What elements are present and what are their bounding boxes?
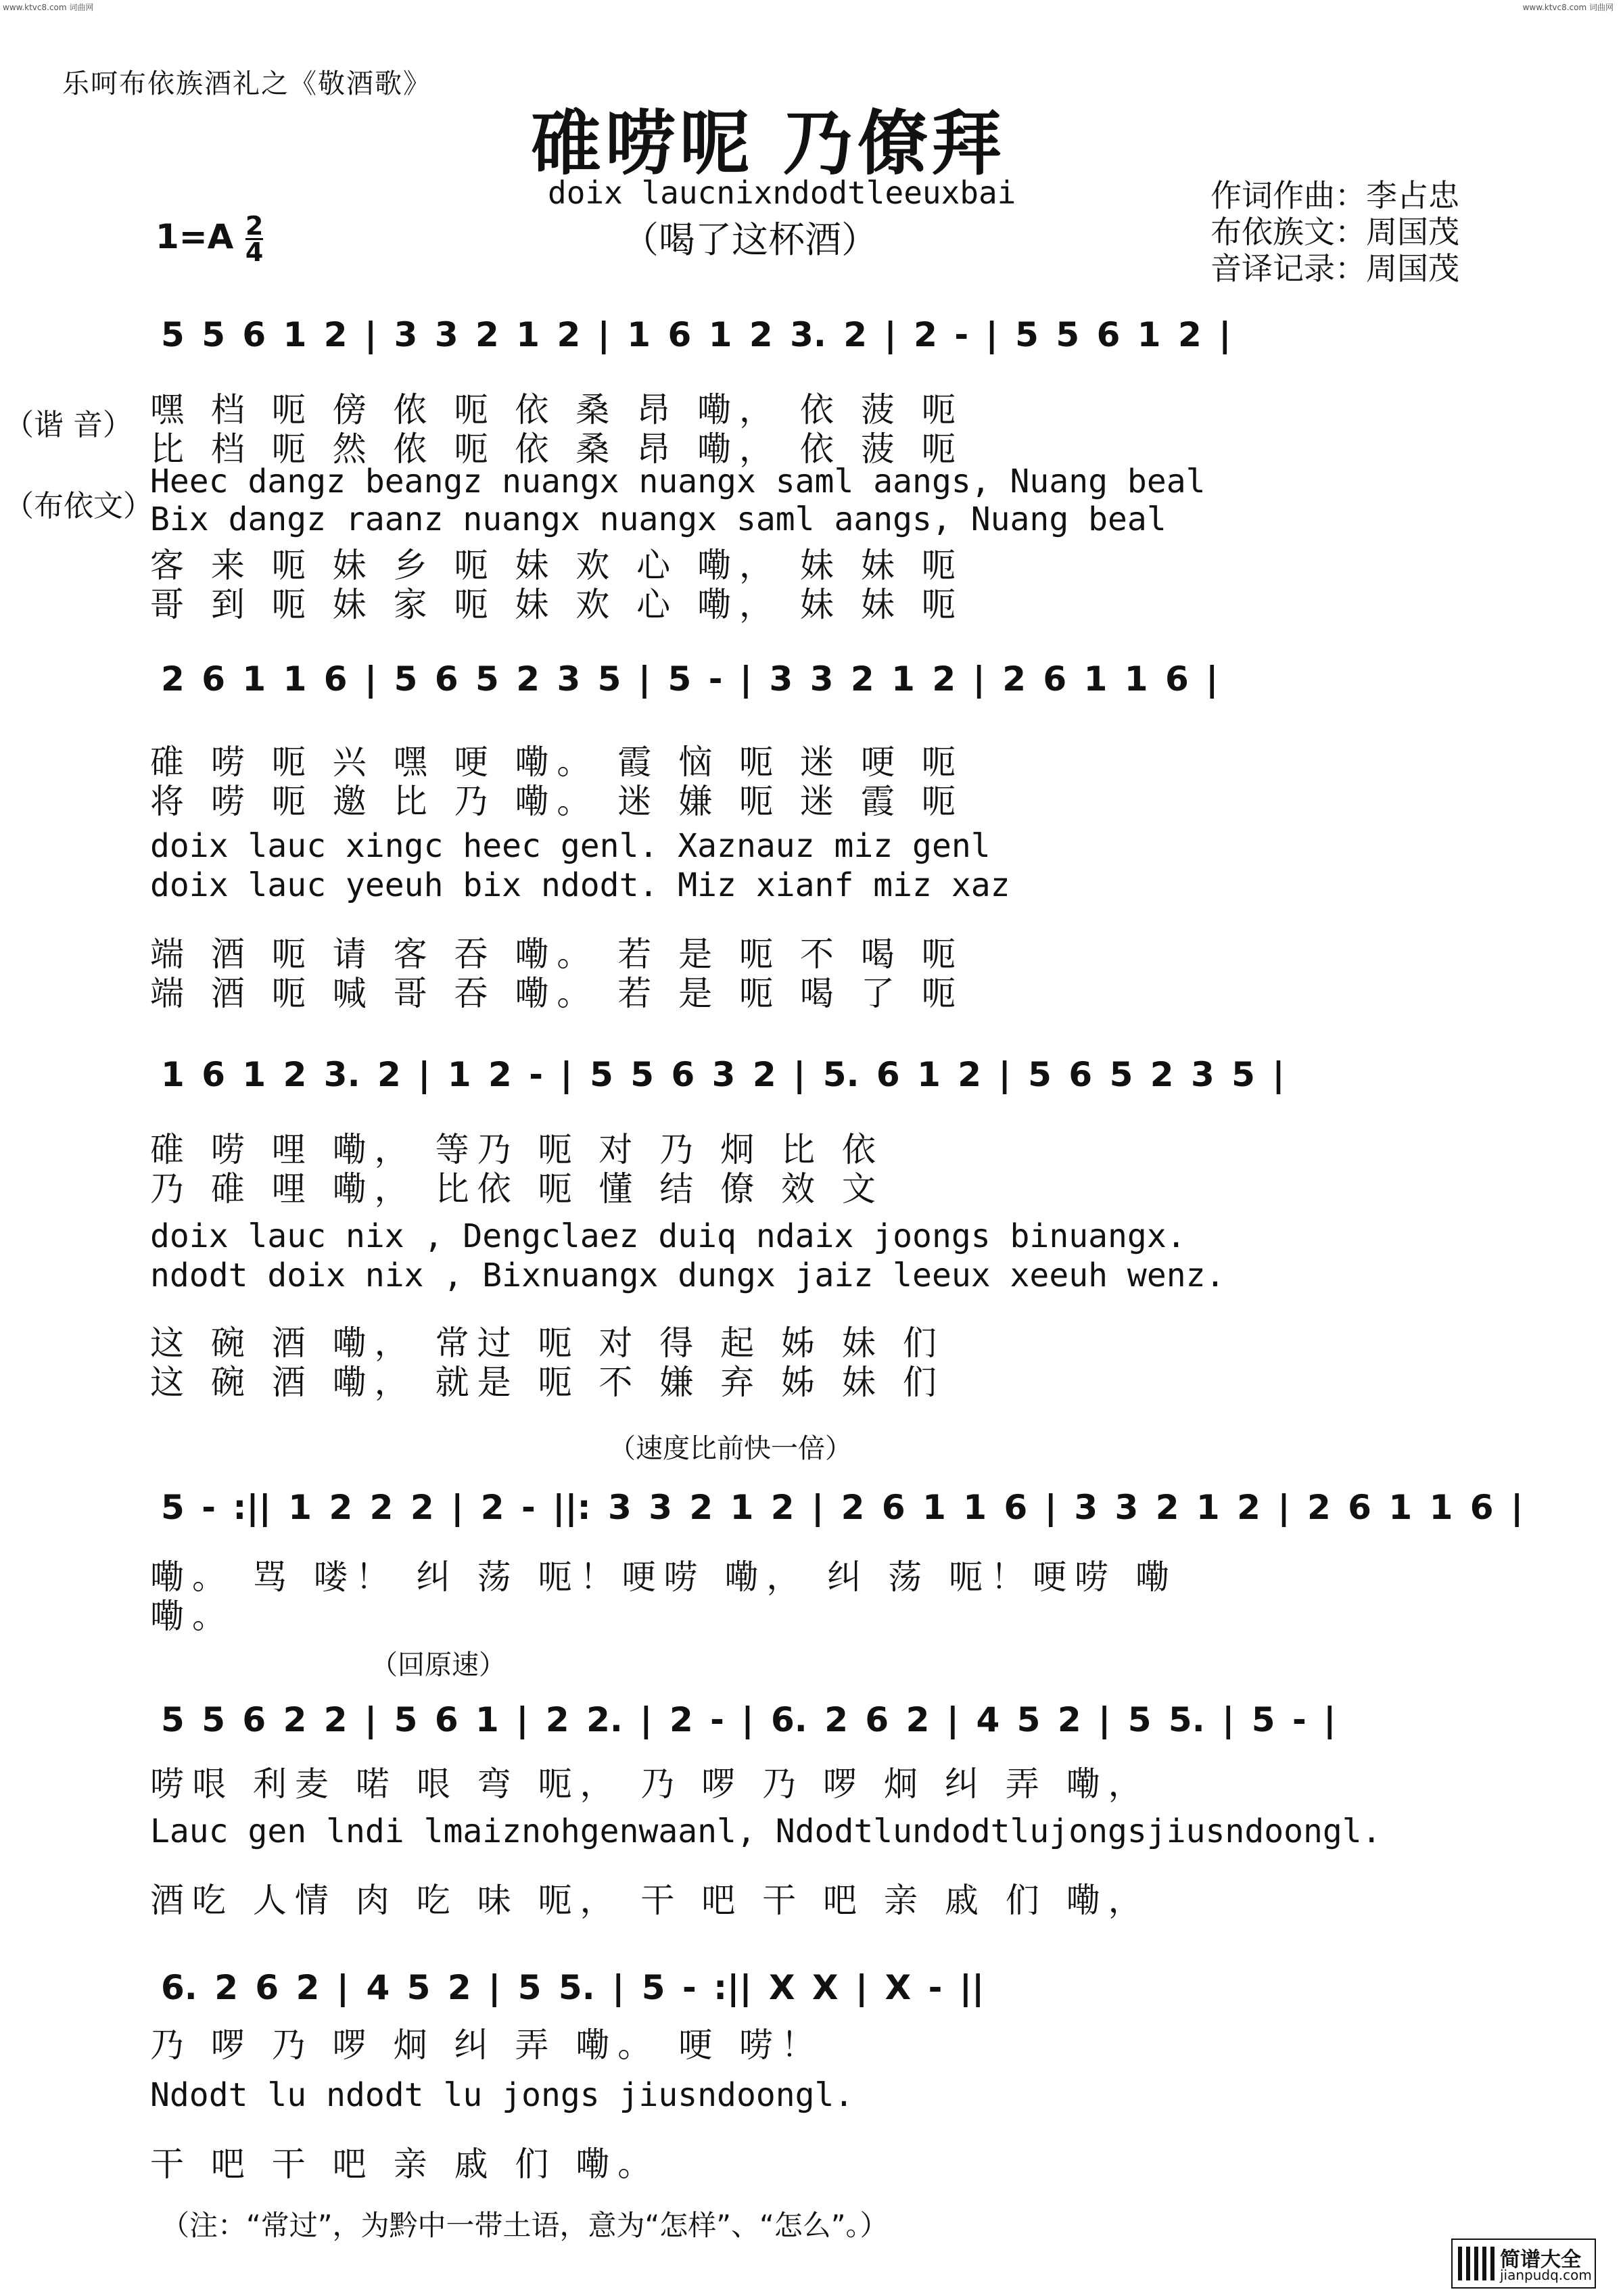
page-title: 碓唠呢 乃僚拜: [531, 102, 1006, 185]
notation-line: 6. 2 6 2 | 4 5 2 | 5 5. | 5 - :|| X X | X - ||: [161, 1968, 985, 2007]
logo-url: jianpudq.com: [1500, 2267, 1592, 2283]
lyric-homophone: 乃 啰 乃 啰 炯 纠 弄 嘞。 哽 唠！: [150, 2025, 824, 2065]
time-signature: [245, 211, 264, 267]
lyric-chinese-2: 哥 到 呃 妹 家 呃 妹 欢 心 嘞， 妹 妹 呃: [150, 585, 964, 624]
lyric-chinese: 干 吧 干 吧 亲 戚 们 嘞。: [150, 2145, 660, 2184]
lyric-buyi: Lauc gen lndi lmaiznohgenwaanl, Ndodtlundodtlujongsjiusndoongl.: [150, 1812, 1382, 1850]
row-label-buyi: （布依文）: [4, 489, 153, 523]
lyric-buyi: Ndodt lu ndodt lu jongs jiusndoongl.: [150, 2076, 854, 2114]
row-label-homophone: （谐 音）: [4, 408, 133, 442]
piano-keys-icon: [1458, 2247, 1495, 2280]
lyric-homophone: 唠哏 利麦 喏 哏 弯 呃， 乃 啰 乃 啰 炯 纠 弄 嘞，: [150, 1764, 1150, 1804]
lyric-buyi-1: doix lauc xingc heec genl. Xaznauz miz genl: [150, 827, 991, 865]
notation-line: 1 6 1 2 3. 2 | 1 2 - | 5 5 6 3 2 | 5. 6 1 2 | 5 6 5 2 3 5 |: [161, 1055, 1285, 1094]
lyric-homophone-1: 嘿 档 呃 傍 侬 呃 依 桑 昂 嘞， 依 菠 呃: [150, 390, 964, 429]
watermark-right: www.ktvc8.com 词曲网: [1522, 3, 1614, 12]
lyric-homophone-2: 将 唠 呃 邀 比 乃 嘞。 迷 嫌 呃 迷 霞 呃: [150, 782, 964, 821]
credit-buyi: 布依族文：周国茂: [1210, 214, 1459, 250]
lyric-buyi-1: Heec dangz beangz nuangx nuangx saml aangs, Nuang beal: [150, 463, 1206, 500]
time-bottom: 4: [245, 237, 264, 267]
lyric-homophone-2: 乃 碓 哩 嘞， 比依 呃 懂 结 僚 效 文: [150, 1169, 884, 1209]
lyric-buyi-2: doix lauc yeeuh bix ndodt. Miz xianf miz xaz: [150, 866, 1010, 904]
site-logo: [1451, 2239, 1596, 2289]
notation-line: 5 5 6 2 2 | 5 6 1 | 2 2. | 2 - | 6. 2 6 2 | 4 5 2 | 5 5. | 5 - |: [161, 1700, 1336, 1739]
notation-line: 5 - :|| 1 2 2 2 | 2 - ||: 3 3 2 1 2 | 2 6 1 1 6 | 3 3 2 1 2 | 2 6 1 1 6 |: [161, 1488, 1524, 1527]
notation-line: 5 5 6 1 2 | 3 3 2 1 2 | 1 6 1 2 3. 2 | 2 - | 5 5 6 1 2 |: [161, 315, 1231, 354]
tempo-mark: （速度比前快一倍）: [609, 1433, 852, 1464]
lyric-chinese: 酒吃 人情 肉 吃 味 呃， 干 吧 干 吧 亲 戚 们 嘞，: [150, 1881, 1150, 1920]
logo-name: 简谱大全: [1500, 2248, 1581, 2272]
chinese-subtitle: （喝了这杯酒）: [622, 218, 878, 261]
romanized-title: doix laucnixndodtleeuxbai: [548, 174, 1016, 211]
lyric-chinese-1: 客 来 呃 妹 乡 呃 妹 欢 心 嘞， 妹 妹 呃: [150, 546, 964, 585]
tempo-mark: （回原速）: [371, 1649, 506, 1681]
credits: [1210, 177, 1459, 287]
credit-recorder: 音译记录：周国茂: [1210, 250, 1459, 287]
lyric-homophone-1: 碓 唠 呃 兴 嘿 哽 嘞。 霞 恼 呃 迷 哽 呃: [150, 743, 964, 782]
key-signature: [156, 211, 264, 267]
lyric-buyi-1: doix lauc nix , Dengclaez duiq ndaix joongs binuangx.: [150, 1217, 1186, 1255]
lyric-chinese-1: 端 酒 呃 请 客 吞 嘞。 若 是 呃 不 喝 呃: [150, 935, 964, 974]
notation-line: 2 6 1 1 6 | 5 6 5 2 3 5 | 5 - | 3 3 2 1 2 | 2 6 1 1 6 |: [161, 659, 1219, 699]
lyric-line-2: 嘞。: [150, 1597, 234, 1636]
lyric-line-1: 嘞。 骂 喽！ 纠 荡 呃！哽唠 嘞， 纠 荡 呃！哽唠 嘞: [150, 1557, 1177, 1597]
footnote: （注：“常过”，为黔中一带土语，意为“怎样”、“怎么”。）: [161, 2209, 889, 2242]
credit-composer: 作词作曲：李占忠: [1210, 177, 1459, 214]
lyric-buyi-2: Bix dangz raanz nuangx nuangx saml aangs, Nuang beal: [150, 500, 1167, 538]
subtitle: 乐呵布依族酒礼之《敬酒歌》: [62, 68, 431, 99]
key-label: 1=A: [156, 217, 234, 256]
lyric-chinese-1: 这 碗 酒 嘞， 常过 呃 对 得 起 姊 妹 们: [150, 1323, 945, 1363]
watermark-left: www.ktvc8.com 词曲网: [3, 3, 94, 12]
time-top: 2: [245, 211, 264, 241]
lyric-chinese-2: 这 碗 酒 嘞， 就是 呃 不 嫌 弃 姊 妹 们: [150, 1363, 945, 1402]
lyric-buyi-2: ndodt doix nix , Bixnuangx dungx jaiz leeux xeeuh wenz.: [150, 1257, 1225, 1294]
lyric-chinese-2: 端 酒 呃 喊 哥 吞 嘞。 若 是 呃 喝 了 呃: [150, 974, 964, 1013]
lyric-homophone-1: 碓 唠 哩 嘞， 等乃 呃 对 乃 炯 比 依: [150, 1130, 884, 1169]
lyric-homophone-2: 比 档 呃 然 侬 呃 依 桑 昂 嘞， 依 菠 呃: [150, 429, 964, 469]
